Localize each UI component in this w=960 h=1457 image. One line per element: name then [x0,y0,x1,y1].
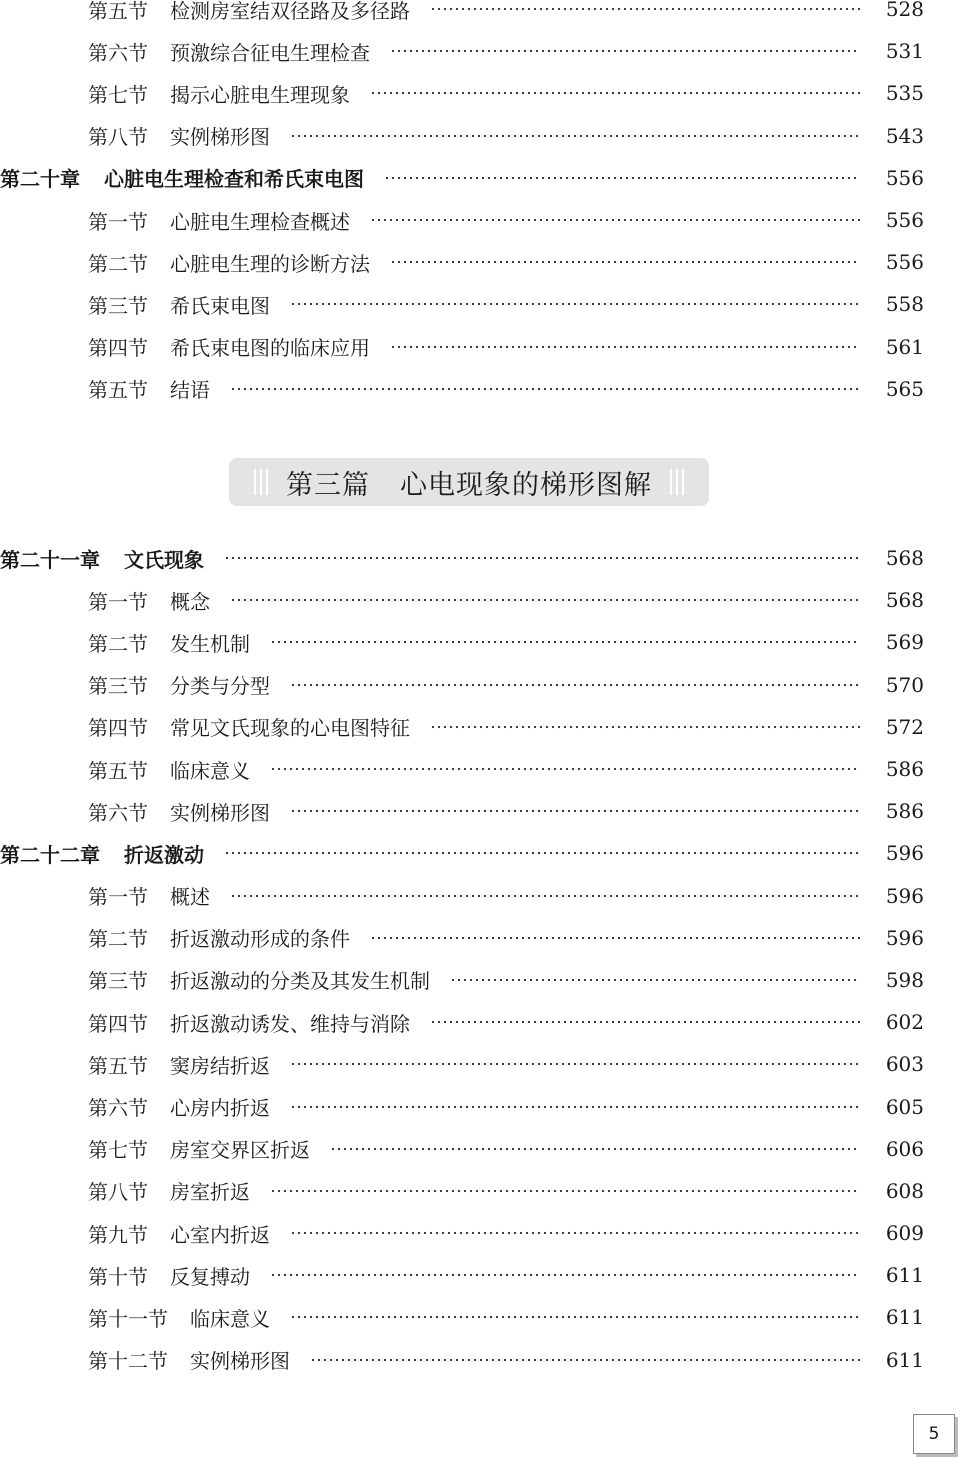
toc-section-entry[interactable] [0,1128,960,1170]
entry-number: 第三节 [88,293,148,318]
dot-leader [450,970,860,990]
entry-number: 第七节 [88,82,148,107]
entry-title: 检测房室结双径路及多径路 [170,0,410,23]
entry-page: 605 [885,1094,924,1119]
entry-label [0,79,350,108]
dot-leader [330,1139,860,1159]
entry-label [0,712,410,741]
entry-title: 折返激动形成的条件 [170,927,350,952]
entry-title: 折返激动诱发、维持与消除 [170,1011,410,1036]
toc-section-entry[interactable] [0,30,960,72]
entry-title: 心脏电生理检查和希氏束电图 [104,167,364,192]
entry-label [0,1008,410,1037]
toc-section-entry[interactable] [0,241,960,283]
banner-bars-left-icon [254,469,268,495]
entry-page: 543 [885,123,924,148]
entry-number: 第二十一章 [0,547,100,572]
toc-section-entry[interactable] [0,368,960,410]
part-number: 第三篇 [286,469,370,501]
entry-title: 房室交界区折返 [170,1138,310,1163]
entry-page: 558 [885,292,924,317]
toc-section-entry[interactable] [0,283,960,325]
entry-number: 第一节 [88,589,148,614]
entry-title: 概述 [170,885,210,910]
dot-leader [370,210,860,230]
entry-page: 606 [885,1136,924,1161]
toc-section-entry[interactable] [0,917,960,959]
dot-leader [290,126,860,146]
toc-section-entry[interactable] [0,621,960,663]
banner-bars-right-icon [670,469,684,495]
toc-section-entry[interactable] [0,748,960,790]
entry-title: 预激综合征电生理检查 [170,40,370,65]
entry-title: 结语 [170,378,210,403]
entry-title: 房室折返 [170,1180,250,1205]
toc-section-entry[interactable] [0,199,960,241]
toc-section-entry[interactable] [0,579,960,621]
entry-title: 分类与分型 [170,674,270,699]
dot-leader [370,83,860,103]
entry-title: 折返激动 [124,842,204,867]
entry-page: 602 [885,1010,924,1035]
toc-group-1 [0,0,960,410]
toc-section-entry[interactable] [0,115,960,157]
toc-group-2 [0,537,960,1381]
dot-leader [224,548,860,568]
page-number: 5 [928,1424,940,1444]
entry-label [0,1050,270,1079]
entry-number: 第四节 [88,716,148,741]
entry-page: 569 [885,630,924,655]
toc-chapter-entry[interactable] [0,832,960,874]
entry-page: 586 [885,799,924,824]
entry-number: 第六节 [88,40,148,65]
entry-number: 第七节 [88,1138,148,1163]
toc-section-entry[interactable] [0,790,960,832]
entry-number: 第一节 [88,209,148,234]
entry-number: 第五节 [88,758,148,783]
entry-title: 希氏束电图的临床应用 [170,336,370,361]
entry-number: 第四节 [88,336,148,361]
entry-number: 第二十章 [0,167,80,192]
dot-leader [290,675,860,695]
entry-page: 570 [885,672,924,697]
dot-leader [290,1054,860,1074]
toc-section-entry[interactable] [0,0,960,30]
entry-title: 临床意义 [190,1306,270,1331]
dot-leader [430,1012,860,1032]
entry-number: 第十二节 [88,1349,168,1374]
dot-leader [290,1307,860,1327]
toc-section-entry[interactable] [0,1254,960,1296]
toc-section-entry[interactable] [0,1339,960,1381]
dot-leader [390,337,860,357]
entry-page: 528 [885,0,924,22]
entry-page: 611 [885,1305,924,1330]
dot-leader [230,590,860,610]
entry-label [0,37,370,66]
dot-leader [390,41,860,61]
entry-label [0,163,364,192]
dot-leader [384,168,860,188]
entry-title: 心脏电生理检查概述 [170,209,350,234]
entry-page: 565 [885,376,924,401]
entry-title: 希氏束电图 [170,293,270,318]
entry-number: 第八节 [88,125,148,150]
toc-section-entry[interactable] [0,1170,960,1212]
part-name: 心电现象的梯形图解 [400,469,652,501]
entry-label [0,923,350,952]
dot-leader [230,379,860,399]
entry-label [0,544,204,573]
entry-label [0,586,210,615]
dot-leader [310,1350,860,1370]
entry-number: 第六节 [88,1096,148,1121]
entry-label [0,1303,270,1332]
entry-page: 561 [885,334,924,359]
dot-leader [290,801,860,821]
entry-label [0,839,204,868]
entry-label [0,0,410,24]
entry-label [0,755,250,784]
entry-page: 556 [885,250,924,275]
toc-section-entry[interactable] [0,326,960,368]
entry-page: 586 [885,757,924,782]
entry-number: 第十一节 [88,1306,168,1331]
entry-number: 第二节 [88,927,148,952]
entry-label [0,1219,270,1248]
entry-title: 实例梯形图 [190,1349,290,1374]
dot-leader [270,632,860,652]
entry-number: 第二节 [88,251,148,276]
entry-page: 531 [885,39,924,64]
entry-label [0,1261,250,1290]
entry-page: 596 [885,883,924,908]
entry-label [0,206,350,235]
entry-page: 611 [885,1347,924,1372]
entry-page: 556 [885,165,924,190]
entry-label [0,1134,310,1163]
entry-label [0,332,370,361]
entry-number: 第五节 [88,378,148,403]
entry-page: 568 [885,588,924,613]
entry-label [0,965,430,994]
entry-page: 596 [885,925,924,950]
entry-number: 第三节 [88,969,148,994]
entry-title: 常见文氏现象的心电图特征 [170,716,410,741]
dot-leader [224,843,860,863]
toc-section-entry[interactable] [0,875,960,917]
toc-section-entry[interactable] [0,1212,960,1254]
toc-section-entry[interactable] [0,959,960,1001]
dot-leader [290,1223,860,1243]
entry-number: 第二十二章 [0,842,100,867]
entry-number: 第八节 [88,1180,148,1205]
entry-page: 556 [885,208,924,233]
entry-label [0,374,210,403]
toc-section-entry[interactable] [0,1296,960,1338]
dot-leader [270,759,860,779]
entry-number: 第六节 [88,800,148,825]
entry-title: 概念 [170,589,210,614]
toc-chapter-entry[interactable] [0,537,960,579]
entry-number: 第九节 [88,1222,148,1247]
entry-title: 揭示心脏电生理现象 [170,82,350,107]
entry-label [0,881,210,910]
entry-title: 反复搏动 [170,1264,250,1289]
entry-page: 568 [885,546,924,571]
entry-label [0,248,370,277]
dot-leader [430,0,860,19]
entry-label [0,797,270,826]
entry-page: 598 [885,967,924,992]
dot-leader [430,717,860,737]
dot-leader [290,1097,860,1117]
entry-label [0,1345,290,1374]
toc-section-entry[interactable] [0,72,960,114]
entry-title: 窦房结折返 [170,1053,270,1078]
entry-label [0,290,270,319]
toc-chapter-entry[interactable] [0,157,960,199]
entry-number: 第十节 [88,1264,148,1289]
entry-number: 第五节 [88,1053,148,1078]
toc-section-entry[interactable] [0,664,960,706]
entry-number: 第一节 [88,885,148,910]
part-title [286,463,652,502]
entry-number: 第五节 [88,0,148,23]
entry-title: 心房内折返 [170,1096,270,1121]
entry-page: 608 [885,1178,924,1203]
toc-section-entry[interactable] [0,706,960,748]
page-number-box [913,1414,955,1454]
entry-page: 609 [885,1221,924,1246]
entry-title: 临床意义 [170,758,250,783]
entry-page: 535 [885,81,924,106]
entry-title: 发生机制 [170,631,250,656]
dot-leader [370,928,860,948]
dot-leader [270,1181,860,1201]
entry-title: 折返激动的分类及其发生机制 [170,969,430,994]
entry-title: 文氏现象 [124,547,204,572]
entry-number: 第二节 [88,631,148,656]
toc-section-entry[interactable] [0,1001,960,1043]
toc-section-entry[interactable] [0,1085,960,1127]
entry-title: 心室内折返 [170,1222,270,1247]
entry-title: 实例梯形图 [170,800,270,825]
entry-number: 第三节 [88,674,148,699]
entry-label [0,1092,270,1121]
entry-page: 611 [885,1263,924,1288]
entry-page: 596 [885,841,924,866]
part-banner [229,458,709,506]
toc-section-entry[interactable] [0,1043,960,1085]
entry-page: 603 [885,1052,924,1077]
entry-label [0,121,270,150]
entry-title: 实例梯形图 [170,125,270,150]
entry-page: 572 [885,714,924,739]
dot-leader [270,1265,860,1285]
dot-leader [290,294,860,314]
entry-label [0,670,270,699]
dot-leader [230,886,860,906]
entry-number: 第四节 [88,1011,148,1036]
entry-label [0,1176,250,1205]
dot-leader [390,252,860,272]
entry-title: 心脏电生理的诊断方法 [170,251,370,276]
entry-label [0,628,250,657]
